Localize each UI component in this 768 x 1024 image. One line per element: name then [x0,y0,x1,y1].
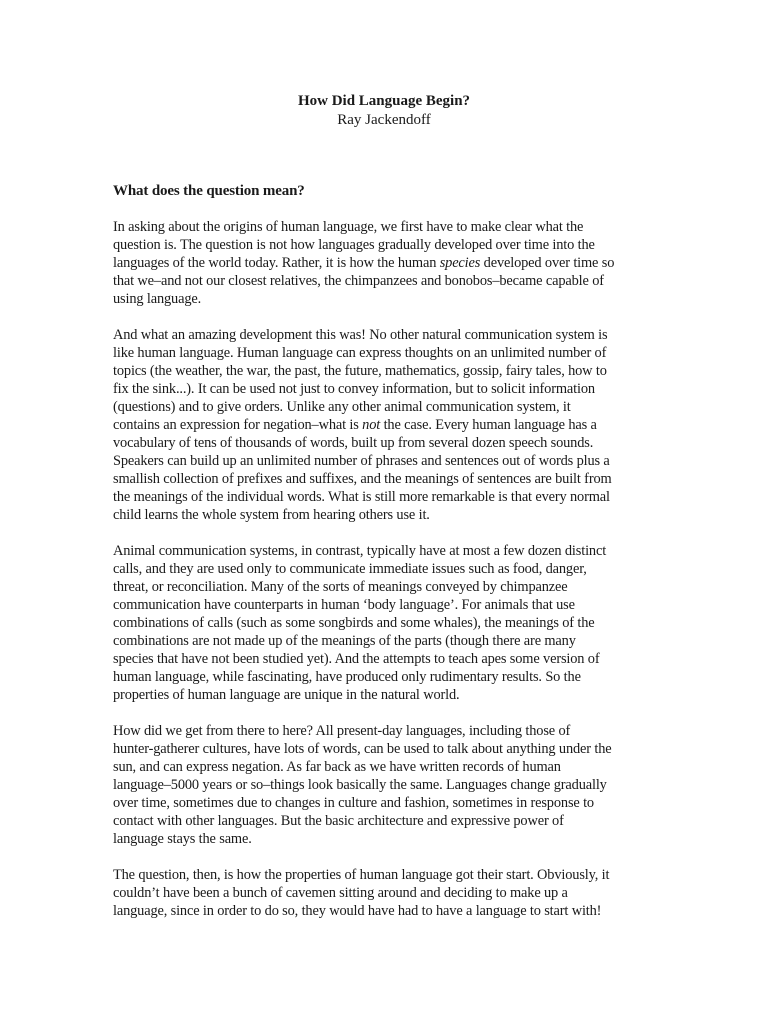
line-text: like human language. Human language can express thoughts on an unlimited number of [113,345,607,361]
paragraph [113,866,657,920]
text-line [113,866,657,884]
line-text: Speakers can build up an unlimited number of phrases and sentences out of words plus a [113,453,610,469]
text-line [113,884,657,902]
paragraphs-container [113,218,657,920]
text-line [113,560,657,578]
text-line [113,650,657,668]
line-text: hunter-gatherer cultures, have lots of words, can be used to talk about anything under the [113,741,612,757]
text-line [113,380,657,398]
line-text-continued: developed over time so [480,255,615,271]
line-text: the meanings of the individual words. What is still more remarkable is that every normal [113,489,610,505]
text-line [113,506,657,524]
paragraph [113,326,657,524]
emphasized-word: not [362,417,381,433]
text-line [113,326,657,344]
line-text: that we–and not our closest relatives, the chimpanzees and bonobos–became capable of [113,273,604,289]
line-text: languages of the world today. Rather, it is how the human [113,255,440,271]
text-line [113,272,657,290]
text-line [113,362,657,380]
text-line [113,614,657,632]
line-text: threat, or reconciliation. Many of the sorts of meanings conveyed by chimpanzee [113,579,568,595]
text-line [113,290,657,308]
text-line [113,434,657,452]
text-line [113,488,657,506]
paragraph [113,722,657,848]
document-body [113,182,657,938]
line-text: over time, sometimes due to changes in culture and fashion, sometimes in response to [113,795,594,811]
text-line [113,578,657,596]
paragraph [113,542,657,704]
line-text: smallish collection of prefixes and suffixes, and the meanings of sentences are built from [113,471,612,487]
text-line [113,452,657,470]
text-line [113,416,657,434]
line-text: contains an expression for negation–what is [113,417,363,433]
line-text: (questions) and to give orders. Unlike any other animal communication system, it [113,399,571,415]
document-title: How Did Language Begin? [297,93,471,109]
text-line [113,470,657,488]
text-line [113,686,657,704]
text-line [113,542,657,560]
line-text: question is. The question is not how languages gradually developed over time into the [113,237,595,253]
line-text: couldn’t have been a bunch of cavemen sitting around and deciding to make up a [113,885,568,901]
line-text: The question, then, is how the properties of human language got their start. Obviously, it [113,867,610,883]
text-line [113,398,657,416]
line-text: species that have not been studied yet). And the attempts to teach apes some version of [113,651,600,667]
line-text: language–5000 years or so–things look basically the same. Languages change gradually [113,777,607,793]
paragraph [113,218,657,308]
text-line [113,668,657,686]
line-text: sun, and can express negation. As far back as we have written records of human [113,759,561,775]
line-text: In asking about the origins of human language, we first have to make clear what the [113,219,584,235]
line-text: communication have counterparts in human ‘body language’. For animals that use [113,597,575,613]
line-text: vocabulary of tens of thousands of words, built up from several dozen speech sounds. [113,435,594,451]
line-text: human language, while fascinating, have produced only rudimentary results. So the [113,669,581,685]
text-line [113,902,657,920]
line-text-continued: the case. Every human language has a [380,417,597,433]
text-line [113,830,657,848]
section-heading: What does the question mean? [113,183,305,199]
line-text: using language. [113,291,202,307]
text-line [113,254,657,272]
text-line [113,632,657,650]
document-author: Ray Jackendoff [337,112,431,128]
text-line [113,236,657,254]
text-line [113,812,657,830]
line-text: combinations are not made up of the meanings of the parts (though there are many [113,633,576,649]
text-line [113,344,657,362]
text-line [113,218,657,236]
line-text: combinations of calls (such as some songbirds and some whales), the meanings of the [113,615,595,631]
line-text: contact with other languages. But the basic architecture and expressive power of [113,813,564,829]
line-text: calls, and they are used only to communicate immediate issues such as food, danger, [113,561,587,577]
text-line [113,596,657,614]
line-text: How did we get from there to here? All present-day languages, including those of [113,723,571,739]
line-text: fix the sink...). It can be used not just to convey information, but to solicit information [113,381,595,397]
line-text: topics (the weather, the war, the past, the future, mathematics, gossip, fairy tales, how to [113,363,607,379]
text-line [113,740,657,758]
text-line [113,722,657,740]
text-line [113,776,657,794]
line-text: properties of human language are unique in the natural world. [113,687,460,703]
text-line [113,794,657,812]
title-block [0,92,768,130]
line-text: child learns the whole system from hearing others use it. [113,507,430,523]
line-text: language, since in order to do so, they would have had to have a language to start with! [113,903,602,919]
line-text: Animal communication systems, in contrast, typically have at most a few dozen distinct [113,543,607,559]
line-text: And what an amazing development this was! No other natural communication system is [113,327,608,343]
line-text: language stays the same. [113,831,252,847]
emphasized-word: species [439,255,481,271]
text-line [113,758,657,776]
